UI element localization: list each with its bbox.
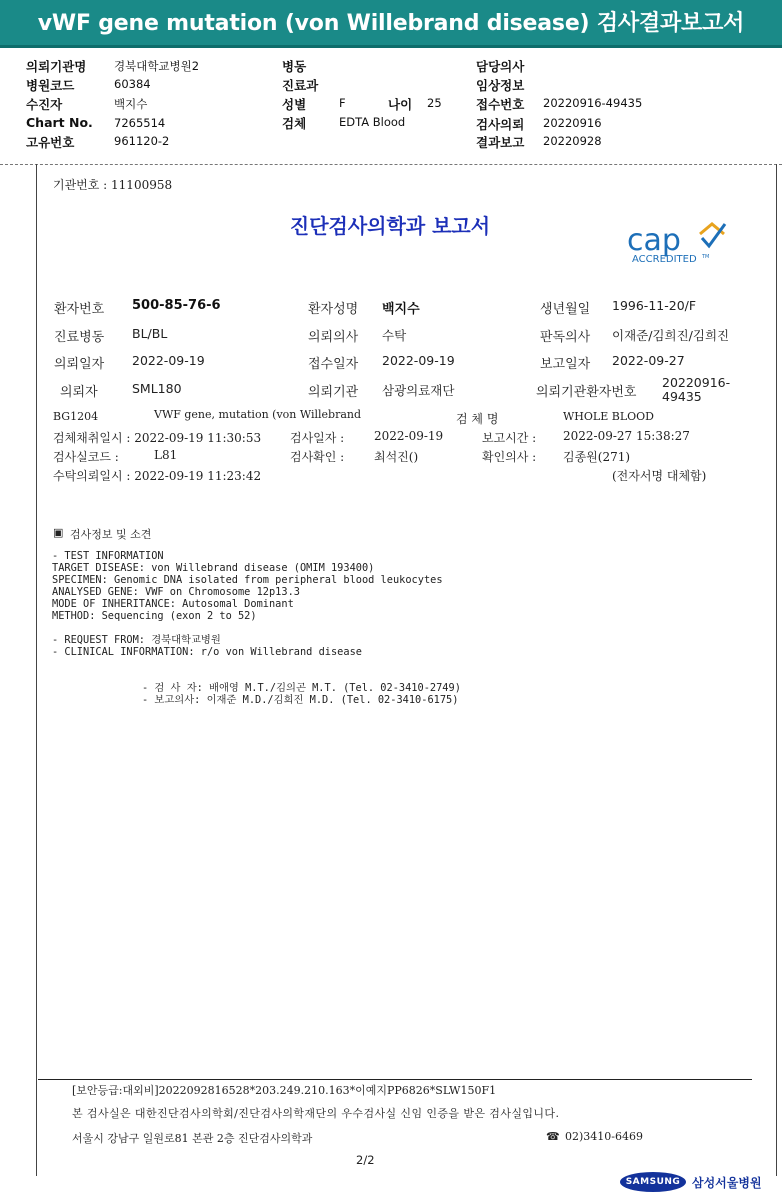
section-title: 검사정보 및 소견 (70, 528, 152, 541)
header-label: 나이 (388, 97, 413, 112)
page-number: 2/2 (356, 1153, 375, 1167)
patient-value: BL/BL (132, 326, 168, 341)
header-value: 백지수 (114, 97, 148, 111)
report-time-label: 보고시간 : (482, 431, 537, 445)
header-label: 의뢰기관명 (26, 59, 87, 74)
patient-label: 환자성명 (308, 302, 359, 317)
patient-value: 500-85-76-6 (132, 298, 221, 313)
signature-note: (전자서명 대체함) (612, 469, 707, 483)
test-information-line: METHOD: Sequencing (exon 2 to 52) (52, 610, 257, 622)
patient-value: 삼광의료재단 (382, 383, 455, 398)
cap-accredited-logo (622, 216, 734, 272)
security-line: [보안등급:대외비]2022092816528*203.249.210.163*이예지PP6826*SLW150F1 (72, 1084, 497, 1097)
verified-by-label: 검사확인 : (290, 450, 345, 464)
cap-logo-sub: ACCREDITED (632, 254, 697, 265)
address-text: 서울시 강남구 일원로81 본관 2층 진단검사의학과 (72, 1132, 313, 1145)
test-name: VWF gene, mutation (von Willebrand (154, 408, 362, 421)
header-value: 경북대학교병원2 (114, 59, 200, 73)
header-value: 961120-2 (114, 134, 170, 148)
phone-number: 02)3410-6469 (565, 1130, 643, 1143)
test-information-line: ANALYSED GENE: VWF on Chromosome 12p13.3 (52, 586, 300, 598)
test-information-line: - TEST INFORMATION (52, 550, 164, 562)
patient-value: 1996-11-20/F (612, 298, 697, 313)
report-time-value: 2022-09-27 15:38:27 (563, 429, 690, 443)
patient-value: 2022-09-19 (382, 353, 455, 368)
header-label: 임상정보 (476, 78, 525, 93)
patient-value-cont: 49435 (662, 389, 702, 404)
header-value: 7265514 (114, 116, 166, 130)
staff-line: - 보고의사: 이재준 M.D./김희진 M.D. (Tel. 02-3410-6175) (142, 694, 459, 706)
patient-value: 20220916- (662, 375, 731, 390)
test-information-line: MODE OF INHERITANCE: Autosomal Dominant (52, 598, 294, 610)
outsourced-request-datetime: 수탁의뢰일시 : 2022-09-19 11:23:42 (53, 469, 262, 483)
patient-label: 의뢰의사 (308, 330, 359, 345)
lab-code-label: 검사실코드 : (53, 450, 119, 464)
patient-label: 의뢰기관 (308, 385, 359, 400)
header-value: 25 (427, 96, 442, 110)
patient-label: 의뢰자 (60, 385, 98, 400)
header-label: 병동 (282, 59, 307, 74)
staff-line: - 검 사 자: 배애영 M.T./김의곤 M.T. (Tel. 02-3410-2749) (142, 682, 461, 694)
cap-logo-text: cap (627, 223, 681, 258)
report-banner-title: vWF gene mutation (von Willebrand disease) 검사결과보고서 (37, 11, 745, 36)
test-date-value: 2022-09-19 (374, 429, 444, 443)
specimen-label: 검 체 명 (456, 412, 499, 426)
verified-by-value: 최석진() (374, 450, 419, 464)
header-value: EDTA Blood (339, 115, 406, 129)
header-label: 수진자 (26, 97, 63, 112)
test-code: BG1204 (53, 410, 99, 423)
dashed-separator (0, 164, 782, 165)
patient-value: 이재준/김희진/김희진 (612, 328, 730, 343)
header-label: 고유번호 (26, 135, 75, 150)
lab-code-value: L81 (154, 448, 178, 462)
header-label: 검사의뢰 (476, 117, 525, 132)
test-information-line: SPECIMEN: Genomic DNA isolated from peripheral blood leukocytes (52, 574, 443, 586)
hospital-name: 삼성서울병원 (692, 1176, 762, 1190)
header-label: 결과보고 (476, 135, 525, 150)
confirming-doctor-value: 김종원(271) (563, 450, 631, 464)
header-label: 검체 (282, 116, 307, 131)
right-border (776, 164, 777, 1176)
header-value: 20220928 (543, 134, 602, 148)
request-line: - CLINICAL INFORMATION: r/o von Willebrand disease (52, 646, 362, 658)
header-value: 20220916-49435 (543, 96, 643, 110)
patient-value: 백지수 (382, 302, 420, 317)
cap-logo-tm: TM (702, 254, 710, 260)
patient-value: 2022-09-27 (612, 353, 685, 368)
collection-datetime: 검체채취일시 : 2022-09-19 11:30:53 (53, 431, 262, 445)
patient-label: 생년월일 (540, 302, 591, 317)
header-label: 진료과 (282, 78, 319, 93)
patient-label: 환자번호 (54, 302, 105, 317)
confirming-doctor-label: 확인의사 : (482, 450, 537, 464)
institution-number: 기관번호 : 11100958 (53, 178, 173, 192)
test-date-label: 검사일자 : (290, 431, 345, 445)
header-label: 병원코드 (26, 78, 75, 93)
patient-label: 의뢰기관환자번호 (536, 385, 637, 400)
header-value: 60384 (114, 77, 151, 91)
header-value: 20220916 (543, 116, 602, 130)
test-information-line: TARGET DISEASE: von Willebrand disease (OMIM 193400) (52, 562, 375, 574)
patient-value: SML180 (132, 381, 182, 396)
patient-label: 의뢰일자 (54, 357, 105, 372)
header-label: Chart No. (26, 115, 93, 130)
header-label: 성별 (282, 97, 307, 112)
samsung-logo: SAMSUNG (620, 1172, 686, 1192)
phone-icon: ☎ (546, 1130, 560, 1143)
patient-label: 판독의사 (540, 330, 591, 345)
specimen-value: WHOLE BLOOD (563, 410, 654, 423)
header-label: 담당의사 (476, 59, 525, 74)
report-title: 진단검사의학과 보고서 (289, 214, 491, 238)
certification-text: 본 검사실은 대한진단검사의학회/진단검사의학재단의 우수검사실 신임 인증을 받은 검사실입니다. (72, 1107, 560, 1120)
left-border (36, 164, 37, 1176)
section-marker-icon: ▣ (53, 526, 64, 539)
patient-value: 수탁 (382, 328, 407, 343)
patient-label: 보고일자 (540, 357, 591, 372)
footer-divider (38, 1079, 752, 1080)
request-line: - REQUEST FROM: 경북대학교병원 (52, 634, 221, 646)
header-label: 접수번호 (476, 97, 525, 112)
patient-label: 진료병동 (54, 330, 105, 345)
header-value: F (339, 96, 346, 110)
patient-label: 접수일자 (308, 357, 359, 372)
cap-logo-icon (622, 216, 734, 272)
patient-value: 2022-09-19 (132, 353, 205, 368)
